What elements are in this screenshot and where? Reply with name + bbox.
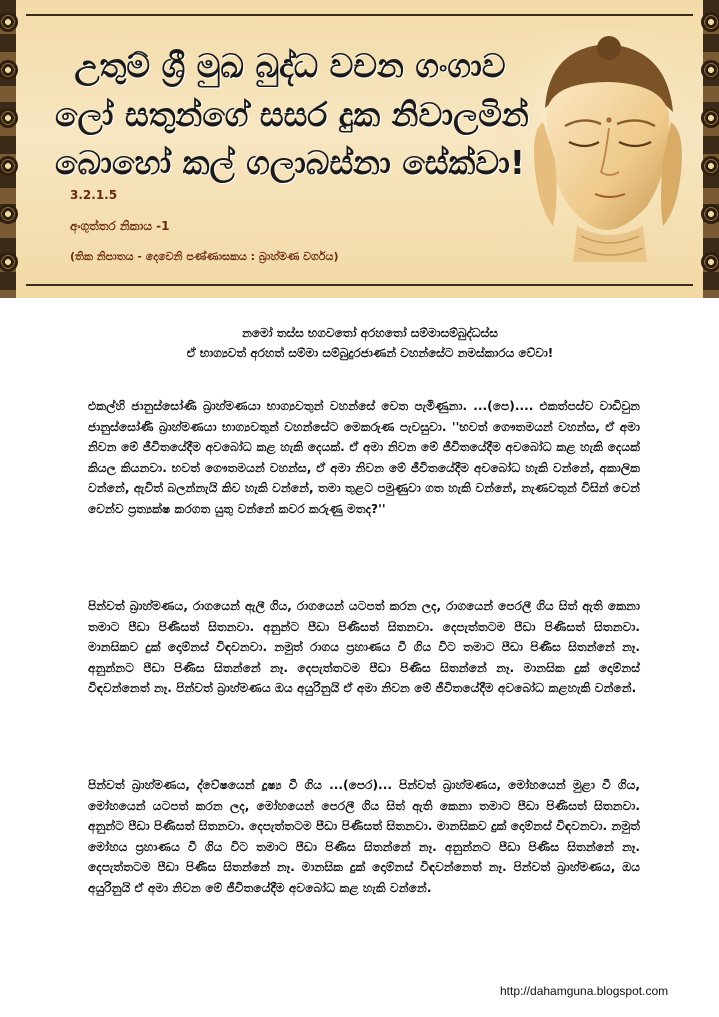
dharma-wheel-icon	[701, 108, 719, 128]
dharma-wheel-icon	[701, 252, 719, 272]
paragraph-2: පින්වත් බ්‍රාහ්මණය, රාගයෙන් ඇලී ගිය, රාගයෙන් යටපත් කරන ලද, රාගයෙන් පෙරලී ගිය සිත් ඇති කෙනා තමාට පීඩා පිණිසත් සිතනවා. අනුන්ට පීඩා පිණිසත් සිතනවා. දෙපැත්තටම පීඩා පිණිසත් සිතනවා. මානසිකව දුක් දොම්නස් විඳවනවා. නමුත් රාගය ප්‍රහාණය වී ගිය විට තමාට පීඩා පිණිස සිතන්නේ නෑ. අනුන්නට පීඩා පිණිස සිතන්නේ නෑ. දෙපැත්තටම පීඩා පිණිස සිතන්නේ නෑ. මානසික දුක් දොම්නස් විඳවන්නෙත් නෑ. පින්වත් බ්‍රාහ්මණය ඔය අයුරිනුයි ඒ අමා නිවන මේ ජීවිතයේදීම අවබෝධ කළහැකි වන්නේ.	[88, 599, 640, 695]
banner	[0, 0, 719, 298]
banner-title-line-2: ලෝ සතුන්ගේ සසර දුක නිවාලමින්	[55, 95, 529, 134]
paragraph-1: එකල්හි ජානුස්සෝණි බ්‍රාහ්මණයා භාග්‍යවතුන් වහන්සේ වෙත පැමිණුනා. ...(පෙ).... එකත්පස්ව වාඩිවුන ජානුස්සෝණි බ්‍රාහ්මණයා භාග්‍යවතුන් වහන්සේට මෙකරුණ පැවසුවා. ''භවත් ගෞතමයන් වහන්ස, ඒ අමා නිවන මේ ජීවිතයේදීම අවබෝධ කළ හැකි දෙයක්. ඒ අමා නිවන මේ ජීවිතයේදීම අවබෝධ කළ හැකි දෙයක් කියල කියනවා. භවත් ගෞතමයන් වහන්ස, ඒ අමා නිවන මේ ජීවිතයේදීම අවබෝධ හැකි වන්නේ, අකාලික වන්නේ, ඇවිත් බලන්නැයි කිව හැකි වන්නේ, තමා තුළට පමුණුවා ගත හැකි වන්නේ, නැණවතුන් විසින් වෙන් වෙන්ව ප්‍රත්‍යක්ෂ කරගත යුතු වන්නේ කවර කරුණු මතද?''	[88, 399, 640, 516]
footer-url-link[interactable]: http://dahamguna.blogspot.com	[500, 984, 669, 998]
homage-sinhala: ඒ භාග්‍යවත් අරහත් සම්මා සම්බුදුරජාණන් වහන්සේට නමස්කාරය වේවා!	[186, 346, 554, 360]
nipata-label: (තික නිපාතය - දෙවෙනි පණ්ණාසකය : බ්‍රාහ්මණ වර්ගය)	[70, 250, 339, 263]
banner-title-line-1: උතුම් ශ්‍රී මුඛ බුද්ධ වචන ගංගාව	[74, 46, 506, 85]
homage-pali: නමෝ තස්ස භගවතෝ අරහතෝ සම්මාසම්බුද්ධස්ස	[242, 326, 498, 340]
buddha-face-illustration	[497, 30, 697, 262]
sutta-number: 3.2.1.5	[70, 188, 118, 202]
bottom-border-rule	[26, 284, 693, 286]
dharma-wheel-icon	[701, 60, 719, 80]
dharma-wheel-icon	[701, 204, 719, 224]
banner-title-line-3: බොහෝ කල් ගලාබස්නා සේක්වා!	[55, 143, 525, 182]
paragraph-3: පින්වත් බ්‍රාහ්මණය, ද්වේෂයෙන් දූෂ්‍ය වී ගිය ...(පෙර)... පින්වත් බ්‍රාහ්මණය, මෝහයෙන් මුළා වී ගිය, මෝහයෙන් යටපත් කරන ලද, මෝහයෙන් පෙරලී ගිය සිත් ඇති කෙනා තමාට පීඩා පිණිසත් සිතනවා. අනුන්ට පීඩා පිණිසත් සිතනවා. දෙපැත්තටම පීඩා පිණිසත් සිතනවා. මානසිකව දුක් දොම්නස් විඳවනවා. නමුත් මෝහය ප්‍රහාණය වී ගිය විට තමාට පීඩා පිණිස සිතන්නේ නෑ. අනුන්නට පීඩා පිණිස සිතන්නේ නෑ. දෙපැත්තටම පීඩා පිණිස සිතන්නේ නෑ. මානසික දුක් දොම්නස් විඳවන්නෙත් නෑ. පින්වත් බ්‍රාහ්මණය, ඔය අයුරිනුයි ඒ අමා නිවන මේ ජීවිතයේදීම අවබෝධ කළ හැකි වන්නේ.	[88, 778, 640, 895]
top-border-rule	[26, 14, 693, 16]
dharma-wheel-icon	[701, 12, 719, 32]
dharma-wheel-icon	[701, 156, 719, 176]
nikaya-label: අංගුත්තර නිකාය -1	[70, 219, 170, 233]
